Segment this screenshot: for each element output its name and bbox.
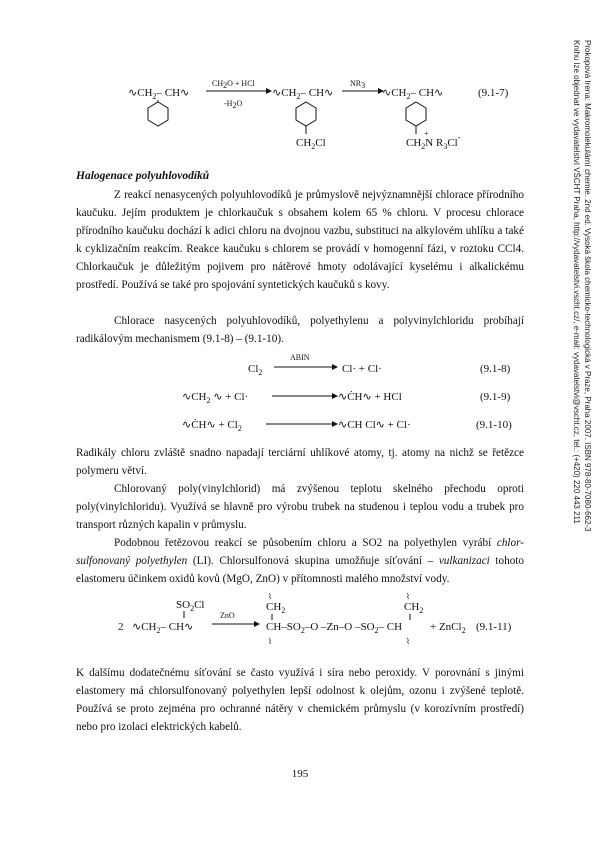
eq917-reagent2: NR3 — [350, 79, 366, 90]
eq917-reagent1-top: CH2O + HCl — [212, 79, 255, 90]
eq9111-reagent: ZnO — [220, 611, 235, 620]
eq9111-extra: + ZnCl$_2$ — [430, 621, 466, 635]
eq9111-coef: 2 — [118, 621, 124, 633]
svg-text:+: + — [424, 129, 429, 138]
svg-text:⌇: ⌇ — [268, 592, 272, 601]
eq918-number: (9.1-8) — [480, 363, 511, 375]
section-heading: Halogenace polyuhlovodíků — [76, 170, 210, 182]
paragraph-3: Radikály chloru zvláště snadno napadají terciární uhlíkové atomy, tj. atomy na nichž se řetězce polymeru větví. — [76, 447, 524, 477]
eq9110-left: ∿ĊH∿ + $Cl_2$ — [182, 419, 242, 433]
sidebar-line-1: Prokopová Irena: Makromolekulární chemie. 2nd ed. Vysoká škola chemicko-technologická v Praze, Praha 2007. ISBN 978-80-7080-662-3 — [583, 40, 592, 532]
sidebar-line-2: Knihu lze objednat ve vydavatelství VŠCHT Praha, http://vydavatelstvi.vscht.cz/, e-mail: vydavatelstvi@vscht.cz, tel.: (+420) 220 443 211 — [572, 40, 581, 524]
paragraph-1-text: Z reakcí nenasycených polyuhlovodíků je průmyslově nejvýznamnější chlorace přírodního kaučuku. Jejím produktem je chlorkaučuk s obsahem kolem 65 % chloru. V procesu chlorace přírodního kaučuku dochází k adici chloru na dvojnou vazbu, substituci na alkylovém uhlíku a také k cyklizačním reakcím. Reakce kaučuku s chlorem se provádí v homogenní fázi, v roztoku CCl4. Chlorkaučuk je důležitým pojivem pro nátěrové hmoty odolávající kyselému i alkalickému prostředí. Používá se také pro spojování syntetických kaučuků s kovy. — [76, 189, 524, 291]
paragraph-4: Chlorovaný poly(vinylchlorid) má zvýšenou teplotu skelného přechodu oproti poly(vinylchloridu). Využívá se hlavně pro výrobu trubek na studenou i teplou vodu a trubek pro transport různých kapalin v průmyslu. — [76, 483, 524, 531]
equations-9-1-8-to-10 — [120, 350, 530, 436]
eq917-product1-sub: $CH_2Cl$ — [296, 137, 326, 151]
eq917-reagent1-bottom: -H2O — [224, 99, 243, 110]
equation-9-1-11 — [112, 590, 532, 646]
eq919-left: $∿CH_2$ ∿ + Cl· — [182, 391, 249, 405]
paragraph-5-c: tohoto elastomeru účinkem oxidů kovů (MgO, ZnO) v přítomnosti malého množství vody. — [76, 555, 524, 585]
eq917-product1: $∿CH_2-$ CH∿ — [272, 87, 334, 101]
paragraph-5-a: Podobnou řetězovou reakcí se působením chloru a SO2 na polyethylen vyrábí — [114, 537, 497, 549]
svg-text:⌇: ⌇ — [268, 637, 272, 646]
eq9111-prod-top-left: $CH_2$ — [266, 601, 286, 615]
eq918-left: $Cl_2$ — [248, 363, 263, 377]
eq9111-group: $SO_2Cl$ — [176, 599, 205, 613]
eq918-reagent: ABIN — [290, 353, 310, 362]
paragraph-5 — [76, 534, 524, 588]
eq9111-number: (9.1-11) — [476, 621, 512, 633]
eq9111-prod-mid: $CH-SO_2-O$ –Zn–O $-SO_2-$ CH — [266, 621, 403, 635]
paragraph-5-b: (LI). Chlorsulfonová skupina umožňuje síťování – — [187, 555, 439, 567]
paragraph-2: Chlorace nasycených polyuhlovodíků, polyethylenu a polyvinylchloridu probíhají radikálovým mechanismem (9.1-8) – (9.1-10). — [76, 315, 524, 345]
page-number: 195 — [291, 768, 309, 780]
equation-9-1-7 — [120, 72, 520, 158]
term-vulcanization: vulkanizaci — [438, 555, 490, 567]
eq919-number: (9.1-9) — [480, 391, 511, 403]
term-chlorsulfonated-polyethylene: chlor-sulfonovaný polyethylen — [76, 537, 524, 567]
eq9111-prod-top-right: $CH_2$ — [404, 601, 424, 615]
eq918-right: Cl· + Cl· — [342, 363, 382, 375]
eq9111-chain: $∿CH_2-$ CH∿ — [132, 621, 194, 635]
eq9110-right: ∿CH Cl∿ + Cl· — [338, 419, 411, 431]
eq917-product2: $∿CH_2-$ CH∿ — [382, 87, 444, 101]
publication-sidebar — [563, 40, 593, 760]
eq917-product2-sub: $CH_2N$ $R_3Cl^-$ — [406, 133, 461, 151]
svg-text:⌇: ⌇ — [406, 592, 410, 601]
paragraph-6: K dalšímu dodatečnému síťování se často využívá i síra nebo peroxidy. V porovnání s jinými elastomery má chlorsulfonovaný polyethylen lepší odolnost k olejům, ozonu i zvýšené teplotě. Používá se proto zejména pro ochranné nátěry v chemickém průmyslu (v korozívním prostředí) nebo pro izolaci elektrických kabelů. — [76, 667, 524, 733]
eq919-right: ∿ĊH∿ + HCl — [338, 391, 402, 403]
eq917-reactant: $∿CH_2-$ CH∿ — [128, 87, 190, 101]
eq917-number: (9.1-7) — [478, 87, 509, 99]
eq9110-number: (9.1-10) — [476, 419, 512, 431]
paragraph-1 — [76, 186, 524, 294]
svg-text:⌇: ⌇ — [406, 637, 410, 646]
